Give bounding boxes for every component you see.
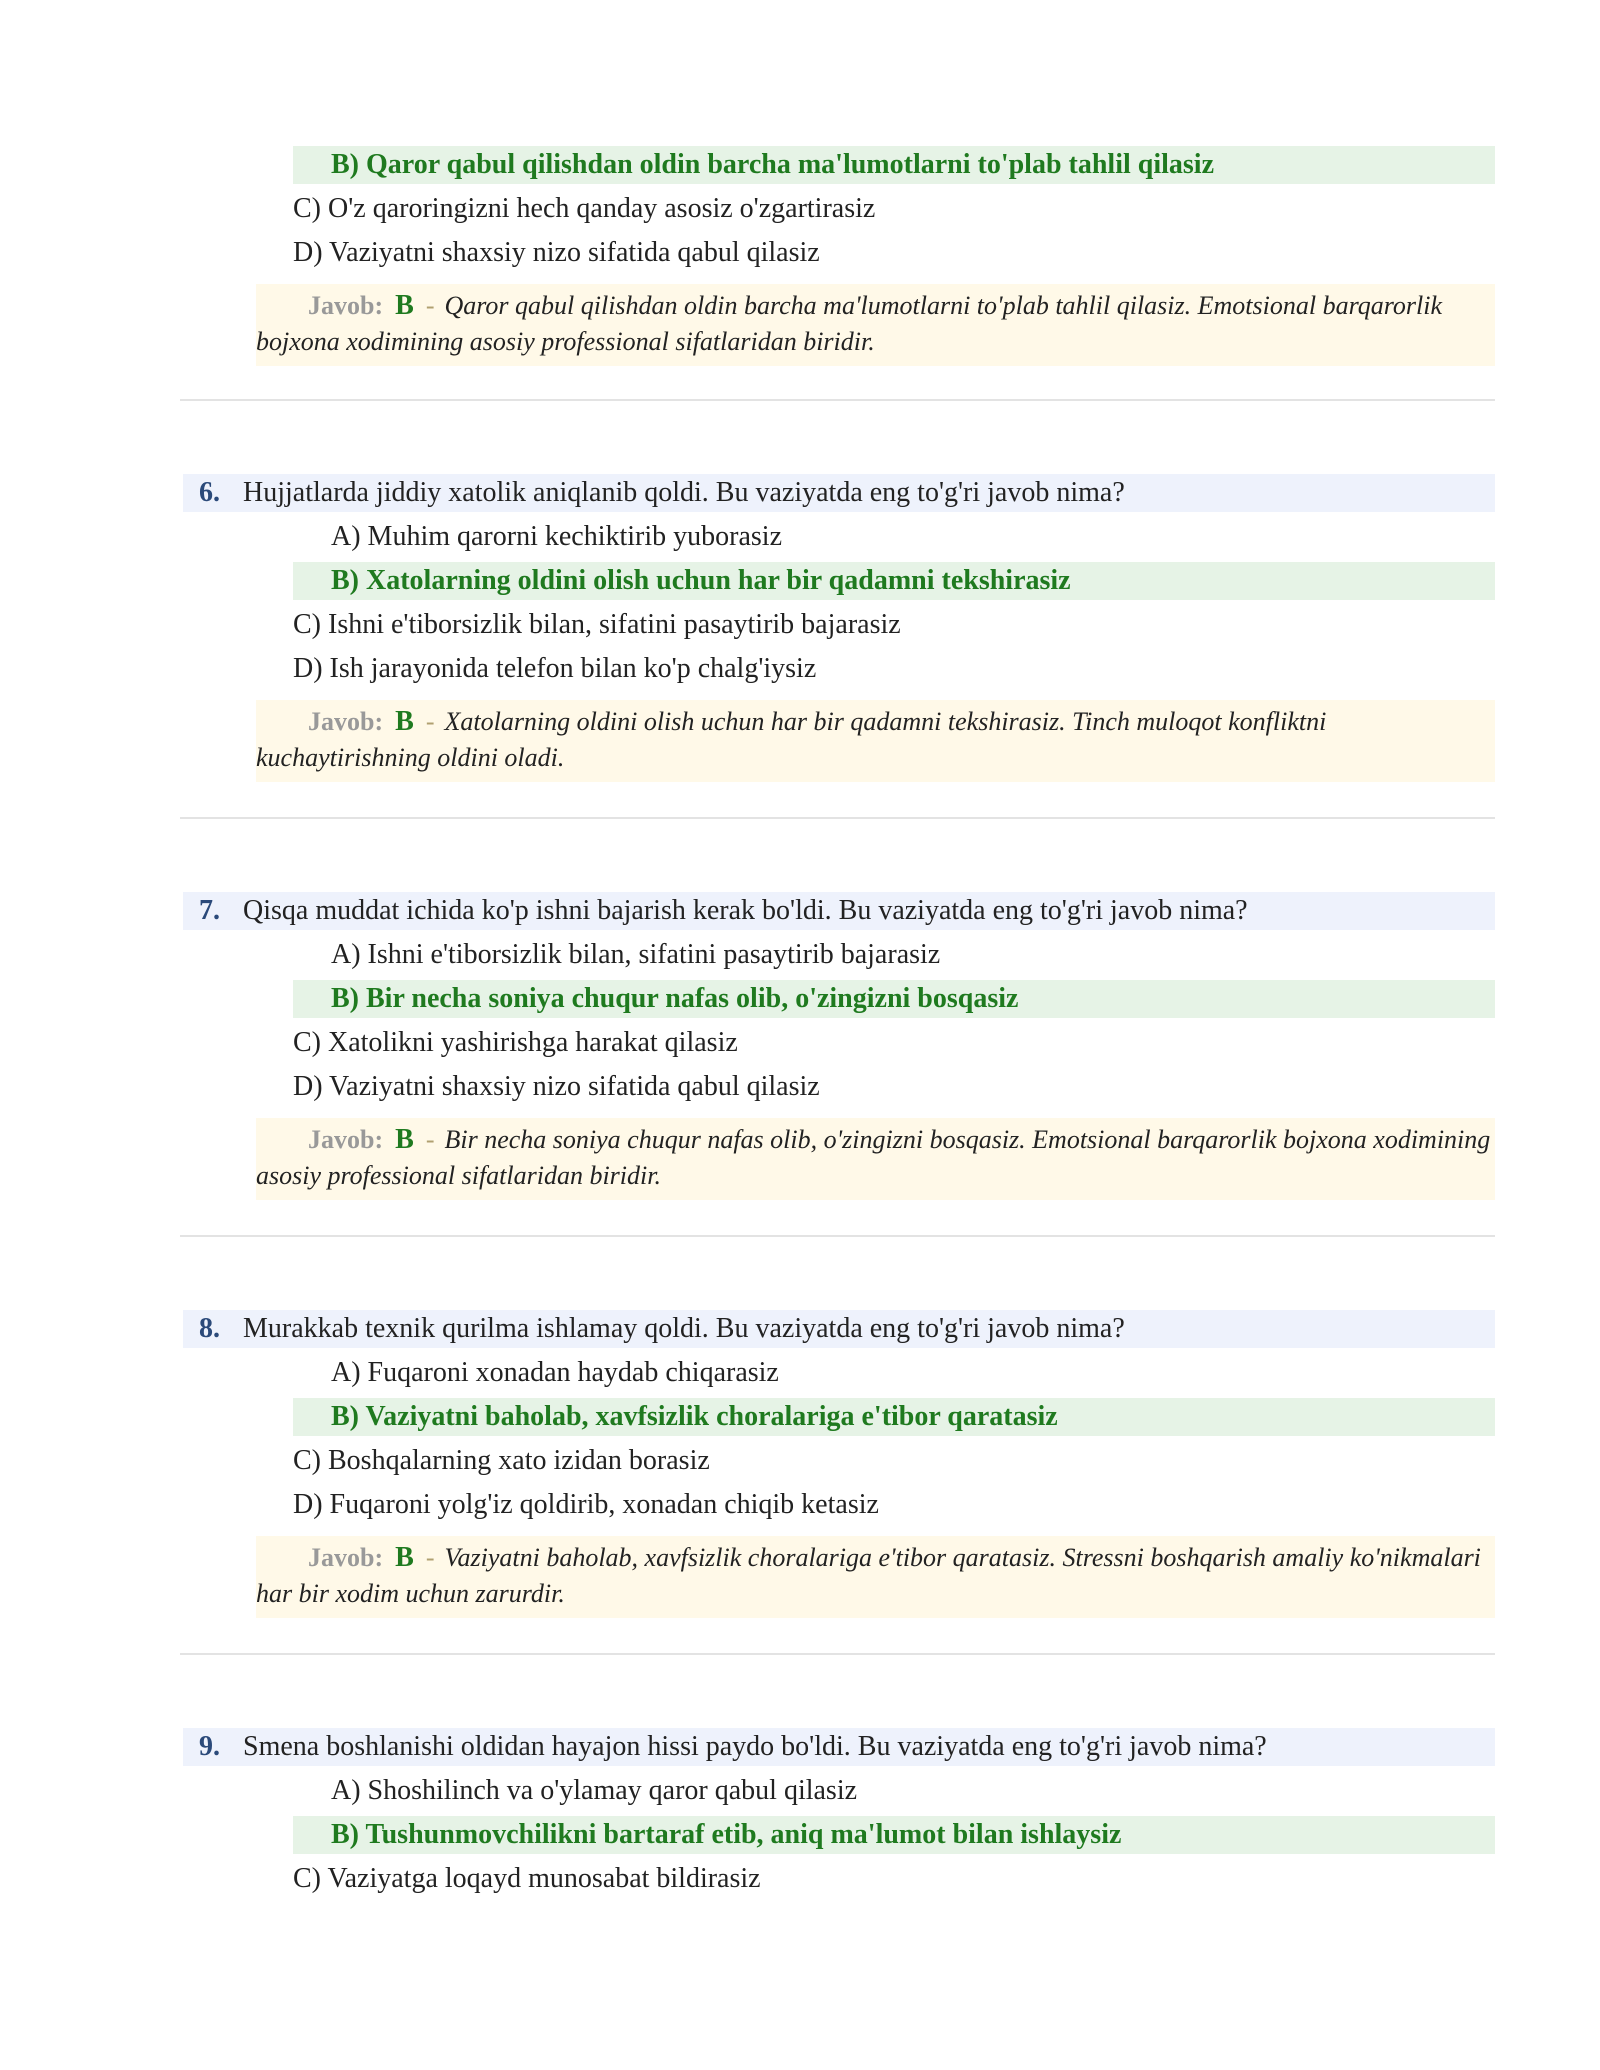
answer-letter: B	[395, 290, 414, 321]
divider	[180, 1653, 1495, 1655]
option-d: D) Vaziyatni shaxsiy nizo sifatida qabul qilasiz	[293, 1071, 820, 1102]
option-a: A) Muhim qarorni kechiktirib yuborasiz	[331, 521, 783, 552]
answer-box	[256, 1118, 1495, 1200]
answer-label: Javob:	[308, 1543, 384, 1572]
question-number: 8.	[199, 1313, 220, 1344]
option-c: C) O'z qaroringizni hech qanday asosiz o'zgartirasiz	[293, 193, 876, 224]
answer-dash: -	[425, 291, 435, 320]
correct-option: B) Bir necha soniya chuqur nafas olib, o'zingizni bosqasiz	[293, 980, 1495, 1018]
answer-dash: -	[425, 1543, 435, 1572]
option-c: C) Ishni e'tiborsizlik bilan, sifatini pasaytirib bajarasiz	[293, 609, 901, 640]
answer-text: Vaziyatni baholab, xavfsizlik choralariga e'tibor qaratasiz. Stressni boshqarish amaliy ko'nikmalari har bir xodim uchun zarurdir.	[256, 1543, 1481, 1608]
question-text: Smena boshlanishi oldidan hayajon hissi paydo bo'ldi. Bu vaziyatda eng to'g'ri javob nima?	[243, 1731, 1267, 1762]
answer-label: Javob:	[308, 291, 384, 320]
option-a: A) Shoshilinch va o'ylamay qaror qabul qilasiz	[331, 1775, 858, 1806]
question-line	[183, 474, 1495, 512]
option-c: C) Vaziyatga loqayd munosabat bildirasiz	[293, 1863, 761, 1894]
divider	[180, 399, 1495, 401]
option-c: C) Xatolikni yashirishga harakat qilasiz	[293, 1027, 738, 1058]
answer-label: Javob:	[308, 707, 384, 736]
question-line	[183, 1728, 1495, 1766]
option-d: D) Vaziyatni shaxsiy nizo sifatida qabul qilasiz	[293, 237, 820, 268]
answer-box	[256, 1536, 1495, 1618]
option-a: A) Fuqaroni xonadan haydab chiqarasiz	[331, 1357, 779, 1388]
answer-label: Javob:	[308, 1125, 384, 1154]
answer-box	[256, 700, 1495, 782]
option-d: D) Fuqaroni yolg'iz qoldirib, xonadan chiqib ketasiz	[293, 1489, 879, 1520]
correct-option: B) Xatolarning oldini olish uchun har bir qadamni tekshirasiz	[293, 562, 1495, 600]
answer-letter: B	[395, 1542, 414, 1573]
correct-option: B) Qaror qabul qilishdan oldin barcha ma'lumotlarni to'plab tahlil qilasiz	[293, 146, 1495, 184]
answer-dash: -	[425, 1125, 435, 1154]
answer-text: Xatolarning oldini olish uchun har bir qadamni tekshirasiz. Tinch muloqot konfliktni kuchaytirishning oldini oladi.	[256, 707, 1327, 772]
option-c: C) Boshqalarning xato izidan borasiz	[293, 1445, 710, 1476]
option-d: D) Ish jarayonida telefon bilan ko'p chalg'iysiz	[293, 653, 817, 684]
divider	[180, 1235, 1495, 1237]
answer-letter: B	[395, 706, 414, 737]
answer-text: Bir necha soniya chuqur nafas olib, o'zingizni bosqasiz. Emotsional barqarorlik bojxona xodimining asosiy professional sifatlaridan biridir.	[256, 1125, 1491, 1190]
question-line	[183, 892, 1495, 930]
answer-box	[256, 284, 1495, 366]
question-text: Murakkab texnik qurilma ishlamay qoldi. Bu vaziyatda eng to'g'ri javob nima?	[243, 1313, 1125, 1344]
question-number: 7.	[199, 895, 220, 926]
question-number: 9.	[199, 1731, 220, 1762]
answer-text: Qaror qabul qilishdan oldin barcha ma'lumotlarni to'plab tahlil qilasiz. Emotsional barqarorlik bojxona xodimining asosiy professional sifatlaridan biridir.	[256, 291, 1442, 356]
question-text: Qisqa muddat ichida ko'p ishni bajarish kerak bo'ldi. Bu vaziyatda eng to'g'ri javob nima?	[243, 895, 1248, 926]
question-number: 6.	[199, 477, 220, 508]
question-line	[183, 1310, 1495, 1348]
option-a: A) Ishni e'tiborsizlik bilan, sifatini pasaytirib bajarasiz	[331, 939, 941, 970]
answer-letter: B	[395, 1124, 414, 1155]
correct-option: B) Tushunmovchilikni bartaraf etib, aniq ma'lumot bilan ishlaysiz	[293, 1816, 1495, 1854]
question-text: Hujjatlarda jiddiy xatolik aniqlanib qoldi. Bu vaziyatda eng to'g'ri javob nima?	[243, 477, 1125, 508]
divider	[180, 817, 1495, 819]
correct-option: B) Vaziyatni baholab, xavfsizlik choralariga e'tibor qaratasiz	[293, 1398, 1495, 1436]
answer-dash: -	[425, 707, 435, 736]
